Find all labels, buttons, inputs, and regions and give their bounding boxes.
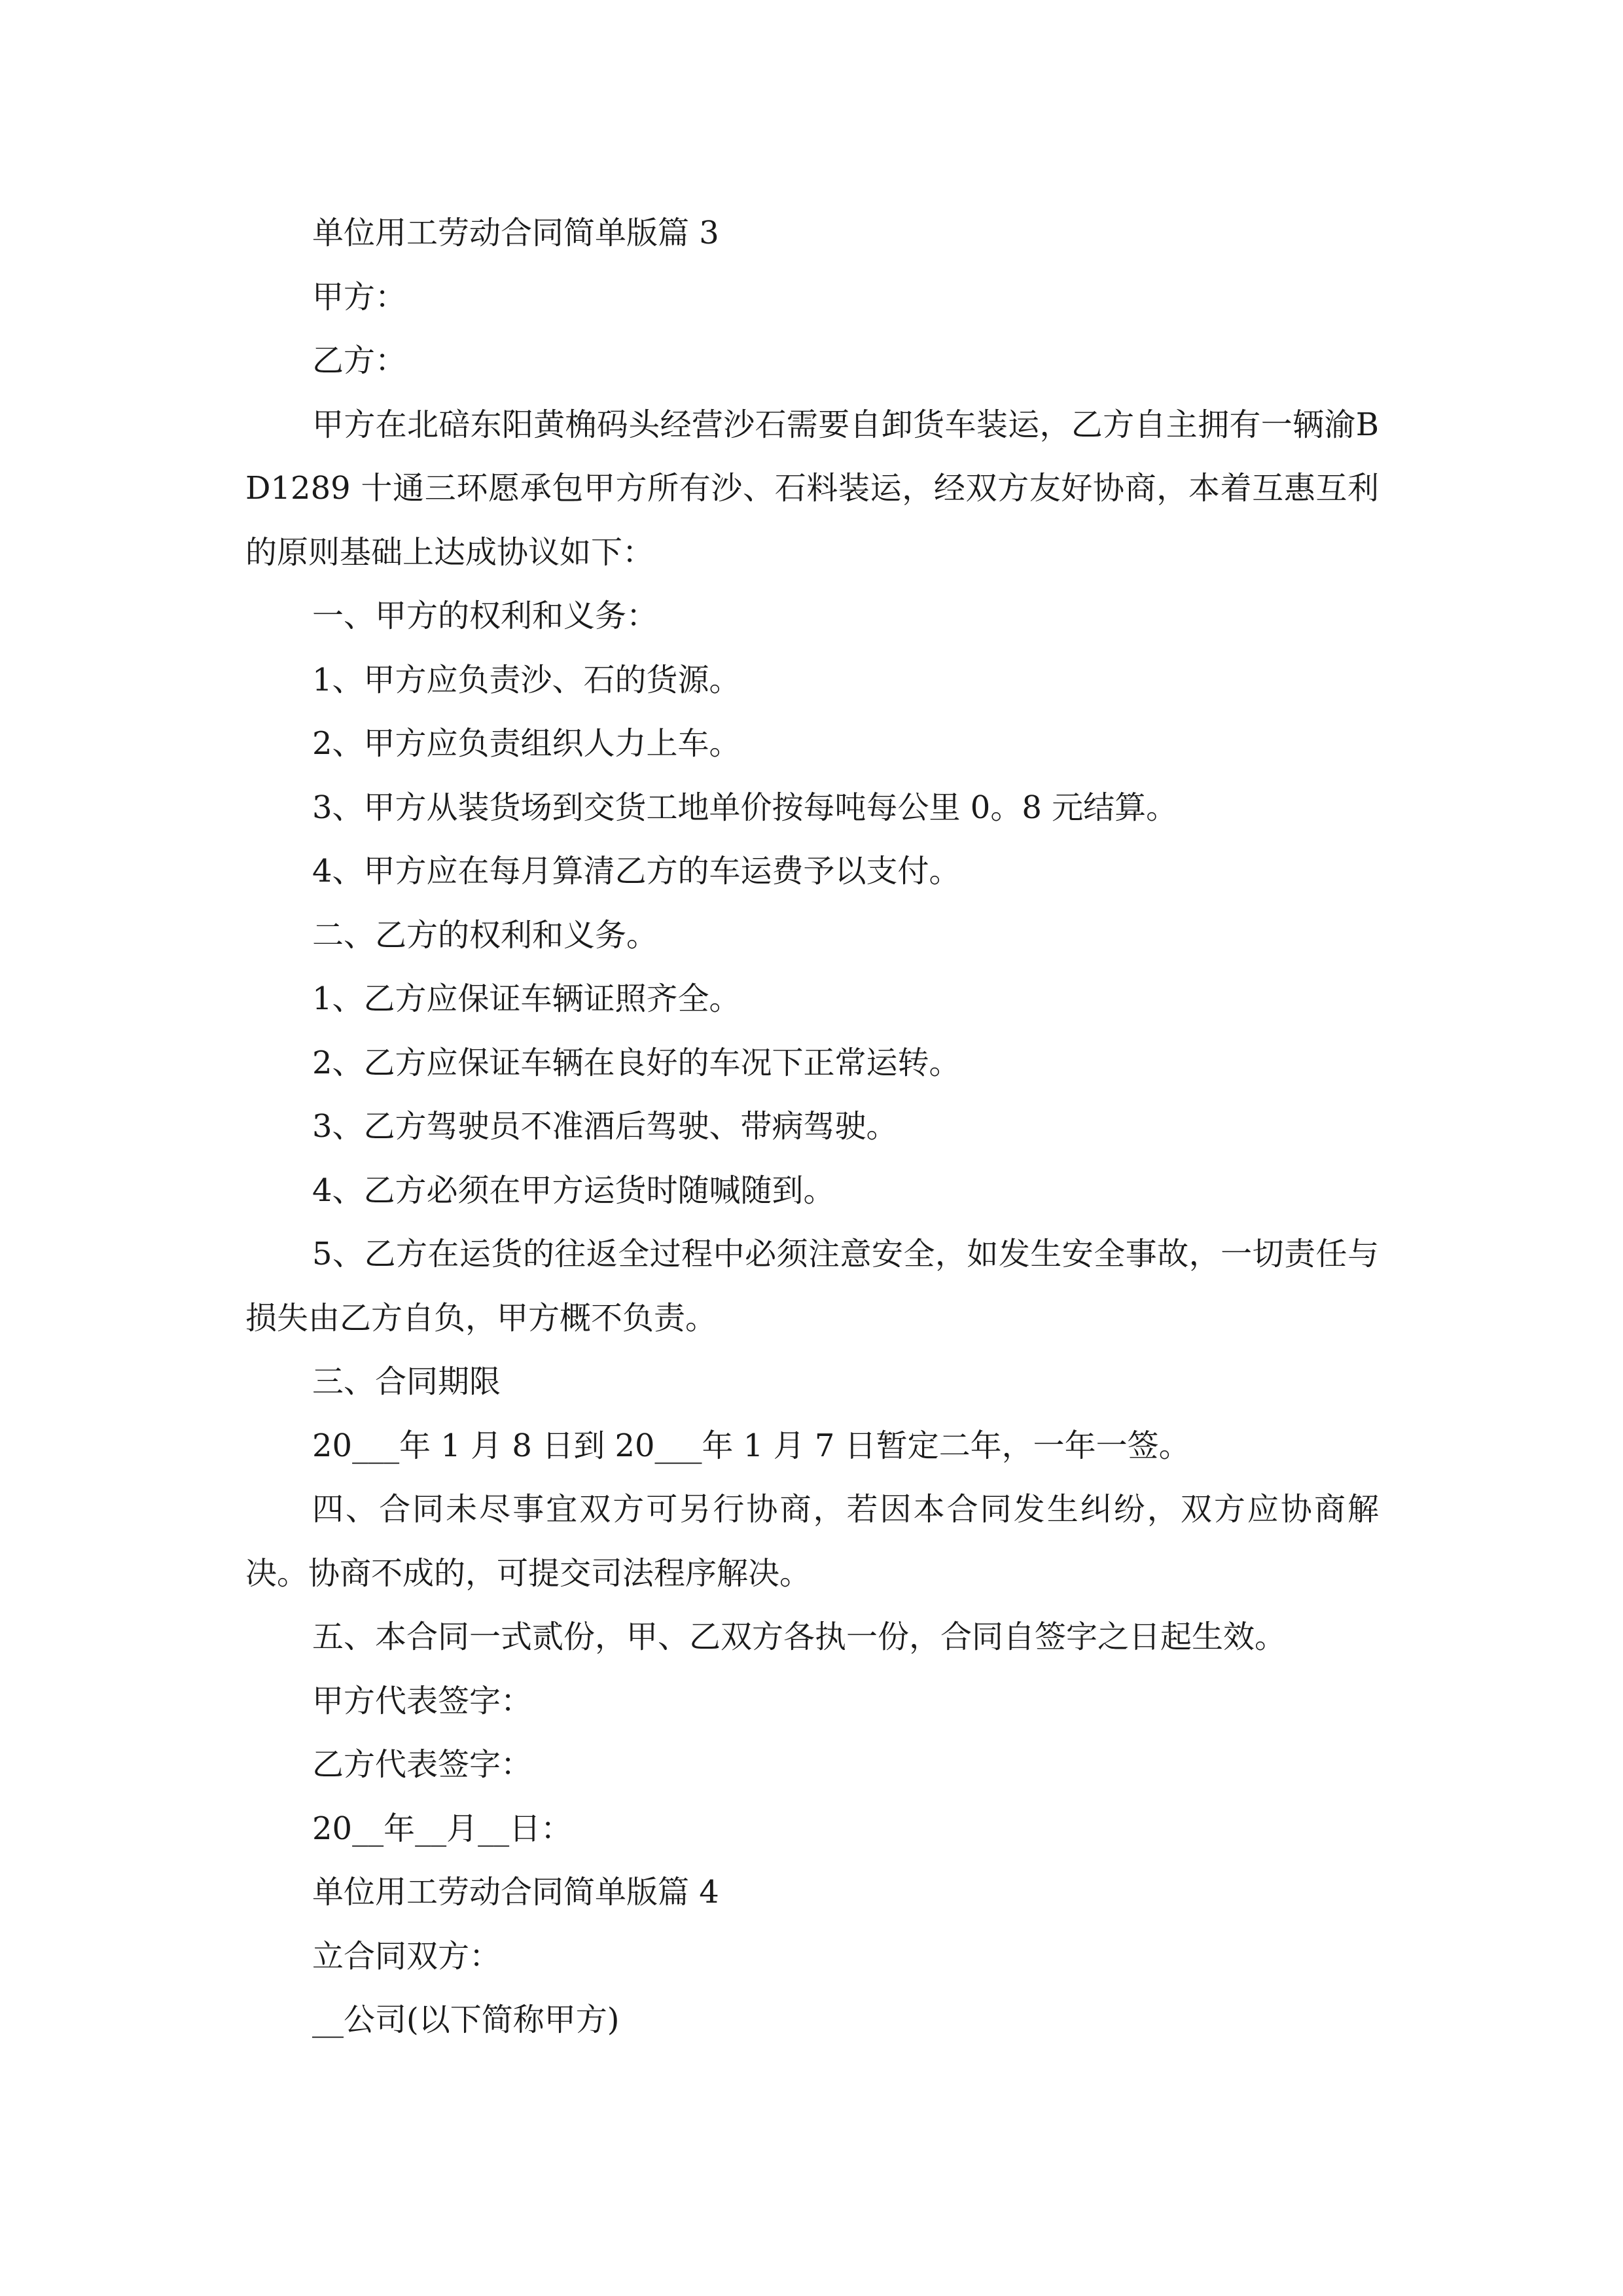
signing-date: 20__年__月__日：	[312, 1810, 573, 1847]
party-b-item-5: 5、乙方在运货的往返全过程中必须注意安全，如发生安全事故，一切责任与损失由乙方自负，甲方概不负责。	[245, 1236, 1379, 1336]
section-title-4: 单位用工劳动合同简单版篇 4	[312, 1874, 719, 1910]
heading-contract-term: 三、合同期限	[312, 1363, 501, 1400]
heading-party-a-rights: 一、甲方的权利和义务：	[312, 598, 658, 634]
party-b-item-3: 3、乙方驾驶员不准酒后驾驶、带病驾驶。	[312, 1108, 898, 1145]
party-b-label: 乙方：	[312, 342, 407, 379]
party-b-item-4: 4、乙方必须在甲方运货时随喊随到。	[312, 1172, 835, 1209]
party-b-item-1: 1、乙方应保证车辆证照齐全。	[312, 980, 741, 1017]
party-b-signature: 乙方代表签字：	[312, 1746, 533, 1783]
intro-paragraph: 甲方在北碚东阳黄桷码头经营沙石需要自卸货车装运，乙方自主拥有一辆渝BD1289 十通三环愿承包甲方所有沙、石料装运，经双方友好协商，本着互惠互利的原则基础上达成协议如下：	[245, 406, 1379, 571]
contract-term-text: 20___年 1 月 8 日到 20___年 1 月 7 日暂定二年，一年一签。	[312, 1427, 1190, 1464]
company-party-a: __公司(以下简称甲方)	[312, 2001, 620, 2038]
party-a-signature: 甲方代表签字：	[312, 1682, 533, 1719]
clause-five: 五、本合同一式贰份，甲、乙双方各执一份，合同自签字之日起生效。	[312, 1619, 1287, 1655]
section-title-3: 单位用工劳动合同简单版篇 3	[312, 215, 719, 251]
clause-four: 四、合同未尽事宜双方可另行协商，若因本合同发生纠纷，双方应协商解决。协商不成的，可提交司法程序解决。	[245, 1491, 1379, 1592]
heading-party-b-rights: 二、乙方的权利和义务。	[312, 916, 658, 954]
party-a-item-4: 4、甲方应在每月算清乙方的车运费予以支付。	[312, 853, 961, 889]
contract-parties-label: 立合同双方：	[312, 1937, 501, 1975]
party-a-label: 甲方：	[312, 278, 407, 315]
party-a-item-1: 1、甲方应负责沙、石的货源。	[312, 661, 741, 698]
party-a-item-3: 3、甲方从装货场到交货工地单价按每吨每公里 0。8 元结算。	[312, 789, 1178, 826]
party-b-item-2: 2、乙方应保证车辆在良好的车况下正常运转。	[312, 1044, 961, 1081]
document-body	[245, 202, 1379, 2053]
party-a-item-2: 2、甲方应负责组织人力上车。	[312, 725, 741, 762]
